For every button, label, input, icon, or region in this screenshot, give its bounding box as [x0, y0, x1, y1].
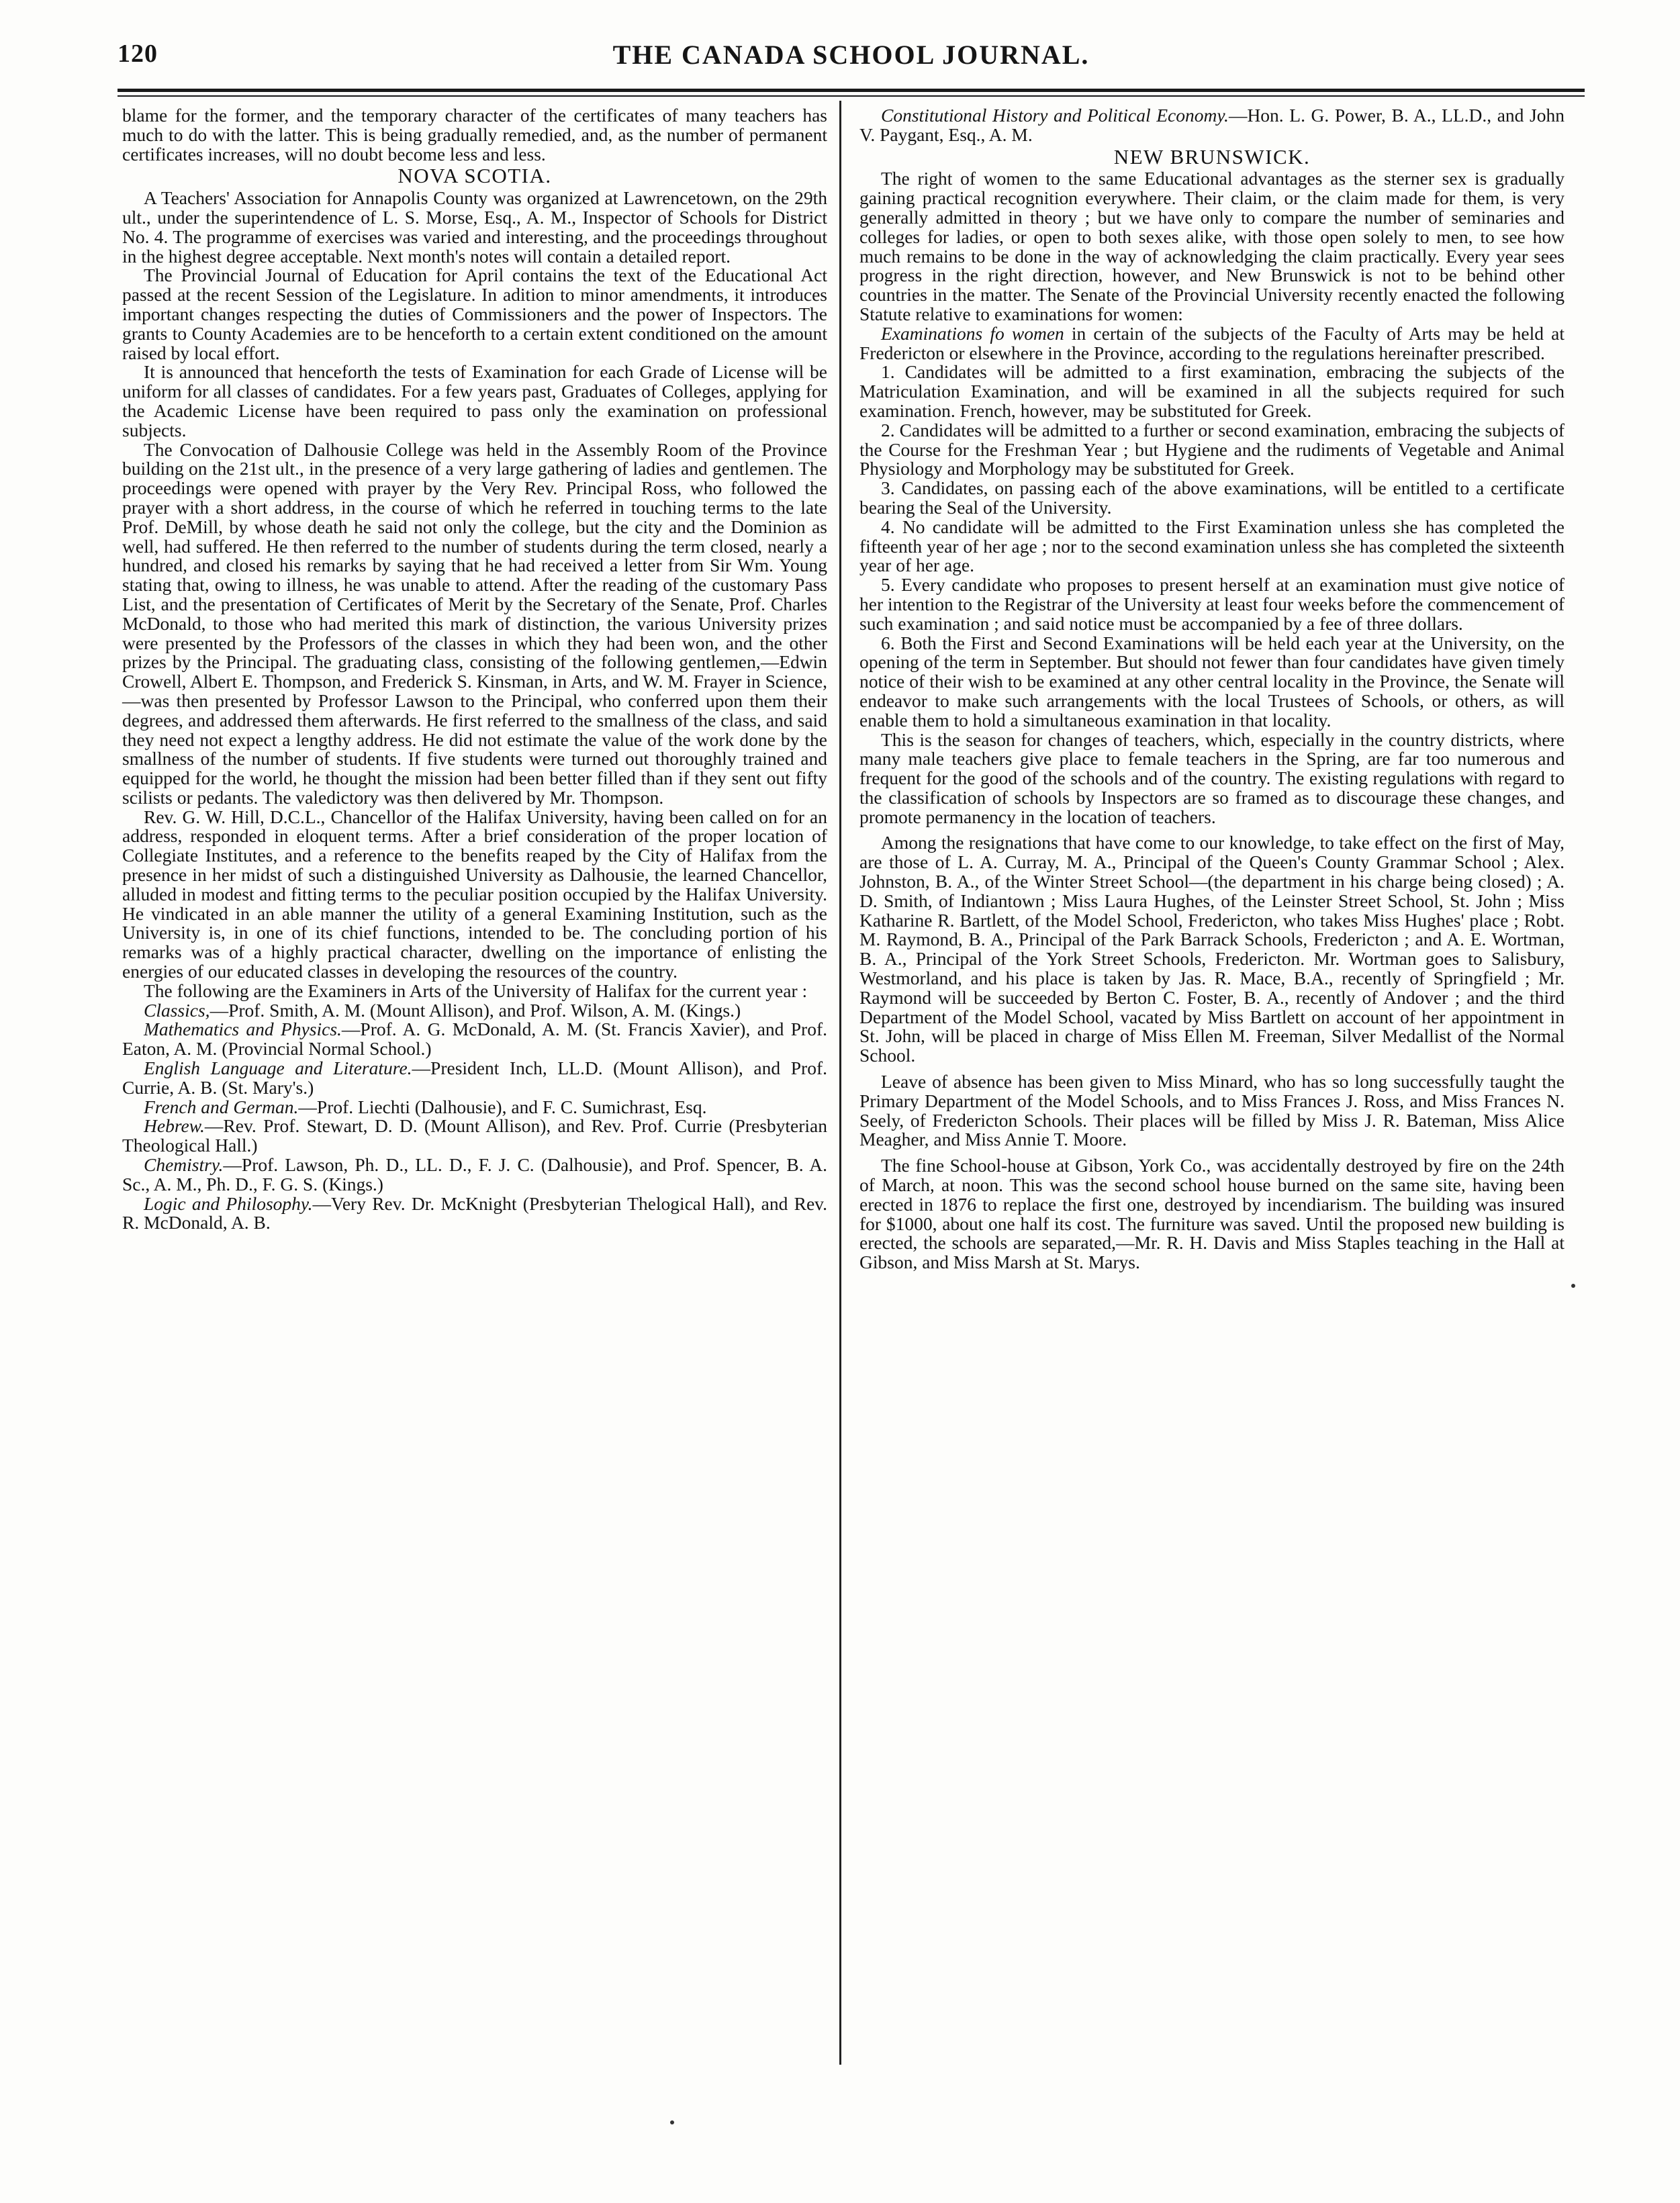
journal-of-education-paragraph: The Provincial Journal of Education for April contains the text of the Educational Act passed at the recent Session of the Legislature. In adition to minor amendments, it introduces important changes respecting the duties of Commissioners and the power of Inspectors. The grants to County Academies are to be henceforth to a certain extent conditioned on the amount raised by local effort.	[122, 265, 827, 363]
examiner-entry	[122, 1194, 827, 1233]
print-speck	[670, 2120, 674, 2124]
right-column	[859, 106, 1565, 1272]
license-examination-paragraph: It is announced that henceforth the tests of Examination for each Grade of License will be uniform for all classes of candidates. For a few years past, Graduates of Colleges, applying for the Academic License have been required to pass only the examination on professional subjects.	[122, 361, 827, 440]
new-brunswick-heading: NEW BRUNSWICK.	[1113, 144, 1311, 169]
statute-rule: 6. Both the First and Second Examinations will be held each year at the University, on the opening of the term in September. But should not fewer than four candidates have given timely notice of their wish to be examined at any other central locality in the Province, the Senate will endeavor to make such arrangements with the local Trustees of Schools, or others, as will enable them to hold a simultaneous examination in that locality.	[859, 632, 1565, 731]
examiner-names: —Rev. Prof. Stewart, D. D. (Mount Allison), and Rev. Prof. Currie (Presbyterian Theological Hall.)	[122, 1115, 827, 1156]
examiner-entry	[122, 1020, 827, 1059]
examiner-subject: English Language and Literature.	[144, 1058, 412, 1079]
left-column	[122, 106, 827, 1233]
statute-rule: 4. No candidate will be admitted to the First Examination unless she has completed the fifteenth year of her age ; nor to the second examination unless she has completed the sixteenth year of her age.	[859, 516, 1565, 576]
journal-title: THE CANADA SCHOOL JOURNAL.	[612, 40, 1090, 70]
resignations-paragraph: Among the resignations that have come to our knowledge, to take effect on the first of May, are those of L. A. Curray, M. A., Principal of the Queen's County Grammar School ; Alex. Johnston, B. A., of the Winter Street School—(the department in his charge being closed) ; A. D. Smith, of Indiantown ; Miss Laura Hughes, of the Leinster Street School, St. John ; Miss Katharine R. Bartlett, of the Model School, Fredericton, who takes Miss Hughes' place ; Robt. M. Raymond, B. A., Principal of the Park Barrack Schools, Fredericton ; and A. E. Wortman, B. A., Principal of the York Street Schools, Fredericton. Mr. Wortman goes to Salisbury, Westmorland, and his place is taken by Jas. R. Mace, B.A., recently of Springfield ; Mr. Raymond will be succeeded by Berton C. Foster, B. A., recently of Andover ; and the third Department of the Model School, vacated by Miss Bartlett on account of her appointment in St. John, will be placed in charge of Miss Ellen M. Freeman, Silver Medallist of the Normal School.	[859, 832, 1565, 1066]
examiners-intro-paragraph: The following are the Examiners in Arts of the University of Halifax for the current year :	[144, 980, 808, 1001]
examiner-entry	[122, 1098, 827, 1117]
examiner-names: —Prof. Smith, A. M. (Mount Allison), and Prof. Wilson, A. M. (Kings.)	[209, 999, 741, 1021]
statute-text: in certain of the subjects of the Faculty of Arts may be held at Fredericton or elsewhere in the Province, according to the regulations hereinafter prescribed.	[859, 322, 1565, 363]
examiner-names: —Prof. Lawson, Ph. D., LL. D., F. J. C. (Dalhousie), and Prof. Spencer, B. A. Sc., A. M., Ph. D., F. G. S. (Kings.)	[122, 1154, 827, 1194]
statute-label: Examinations fo women	[881, 322, 1064, 344]
page-number: 120	[118, 40, 158, 68]
examiner-subject: Mathematics and Physics.	[144, 1019, 342, 1040]
statute-paragraph	[859, 324, 1565, 363]
examiner-subject: Chemistry.	[144, 1154, 224, 1176]
examiner-names: —President Inch, LL.D. (Mount Allison), and Prof. Currie, A. B. (St. Mary's.)	[122, 1058, 827, 1098]
header-rule-thin	[118, 95, 1585, 97]
chancellor-address-paragraph: Rev. G. W. Hill, D.C.L., Chancellor of the Halifax University, having been called on for an address, responded in eloquent terms. After a brief consideration of the proper location of Collegiate Institutes, and a reference to the benefits reaped by the City of Halifax from the presence in her midst of such a distinguished University as Dalhousie, the learned Chancellor, alluded in modest and fitting terms to the peculiar position occupied by the Halifax University. He vindicated in an able manner the utility of a general Examining Institution, such as the University is, in one of its chief functions, intended to be. The concluding portion of his remarks was of a highly practical character, dwelling on the importance of enlisting the energies of our educated classes in developing the resources of the country.	[122, 806, 827, 982]
statute-rule: 1. Candidates will be admitted to a first examination, embracing the subjects of the Matriculation Examination, and will be examined in all the subjects required for such examination. French, however, may be substituted for Greek.	[859, 361, 1565, 421]
examiner-entry	[122, 1156, 827, 1194]
leave-of-absence-paragraph: Leave of absence has been given to Miss Minard, who has so long successfully taught the Primary Department of the Model Schools, and to Miss Frances J. Ross, and Miss Frances N. Seely, of Fredericton Schools. Their places will be filled by Miss J. R. Bateman, Miss Alice Meagher, and Miss Annie T. Moore.	[859, 1071, 1565, 1150]
page-header	[118, 39, 1585, 75]
examiner-subject: Constitutional History and Political Economy.	[881, 105, 1229, 126]
print-speck	[1571, 1284, 1575, 1288]
examiner-entry	[122, 1001, 827, 1021]
statute-rule: 5. Every candidate who proposes to present herself at an examination must give notice of her intention to the Registrar of the University at least four weeks before the commencement of such examination ; and said notice must be accompanied by a fee of three dollars.	[859, 574, 1565, 634]
examiner-names: —Prof. A. G. McDonald, A. M. (St. Francis Xavier), and Prof. Eaton, A. M. (Provincial Normal School.)	[122, 1019, 828, 1060]
examiner-subject: Logic and Philosophy.	[144, 1192, 313, 1214]
school-fire-paragraph: The fine School-house at Gibson, York Co., was accidentally destroyed by fire on the 24th of March, at noon. This was the second school house burned on the same site, having been erected in 1876 to replace the first one, destroyed by incendiarism. The building was insured for $1000, about one half its cost. The furniture was saved. Until the proposed new building is erected, the schools are separated,—Mr. R. H. Davis and Miss Staples teaching in the Hall at Gibson, and Miss Marsh at St. Marys.	[859, 1155, 1565, 1273]
teachers-association-paragraph: A Teachers' Association for Annapolis County was organized at Lawrencetown, on the 29th ult., under the superintendence of L. S. Morse, Esq., A. M., Inspector of Schools for District No. 4. The programme of exercises was varied and interesting, and the proceedings throughout in the highest degree acceptable. Next month's notes will contain a detailed report.	[122, 187, 827, 267]
examiner-entry	[859, 106, 1565, 145]
examiner-subject: Hebrew.	[144, 1115, 205, 1137]
examiner-names: —Prof. Liechti (Dalhousie), and F. C. Sumichrast, Esq.	[298, 1096, 707, 1117]
examiner-entry	[122, 1117, 827, 1156]
nova-scotia-heading: NOVA SCOTIA.	[398, 164, 552, 188]
header-rule-thick	[118, 89, 1585, 92]
dalhousie-convocation-paragraph: The Convocation of Dalhousie College was held in the Assembly Room of the Province building on the 21st ult., in the presence of a very large gathering of ladies and gentlemen. The proceedings were opened with prayer by the Very Rev. Principal Ross, who followed the prayer with a short address, in the course of which he referred in touching terms to the late Prof. DeMill, by whose death he said not only the college, but the city and the Dominion as well, had suffered. He then referred to the number of students during the term closed, nearly a hundred, and closed his remarks by saying that he had received a letter from Sir Wm. Young stating that, owing to illness, he was unable to attend. After the reading of the customary Pass List, and the presentation of Certificates of Merit by the Secretary of the Senate, Prof. Charles McDonald, to those who had merited this mark of distinction, the various University prizes were presented by the Professors of the classes in which they had been won, and the other prizes by the Principal. The graduating class, consisting of the following gentlemen,—Edwin Crowell, Albert E. Thompson, and Frederick S. Kinsman, in Arts, and W. M. Frayer in Science,—was then presented by Professor Lawson to the Principal, who conferred upon them their degrees, and addressed them afterwards. He first referred to the smallness of the class, and said they need not expect a lengthy address. He did not estimate the value of the work done by the smallness of the number of students. If five students were turned out thoroughly trained and equipped for the world, he thought the mission had been better filled than if they sent out fifty scilists or pedants. The valedictory was then delivered by Mr. Thompson.	[122, 438, 827, 808]
examiner-names: —Hon. L. G. Power, B. A., LL.D., and John V. Paygant, Esq., A. M.	[859, 105, 1565, 145]
womens-education-paragraph: The right of women to the same Educational advantages as the sterner sex is gradually gaining practical recognition everywhere. Their claim, or the claim made for them, is very generally admitted in theory ; but we have only to compare the number of seminaries and colleges for ladies, or open to both sexes alike, with those open solely to men, to see how much remains to be done in the way of acknowledging the claim practically. Every year sees progress in the right direction, however, and New Brunswick is not to be behind other countries in the matter. The Senate of the Provincial University recently enacted the following Statute relative to examinations for women:	[859, 168, 1565, 324]
examiner-names: —Very Rev. Dr. McKnight (Presbyterian Thelogical Hall), and Rev. R. McDonald, A. B.	[122, 1192, 827, 1233]
statute-rule: 3. Candidates, on passing each of the above examinations, will be entitled to a certificate bearing the Seal of the University.	[859, 477, 1565, 518]
column-divider	[839, 101, 841, 2065]
teacher-changes-paragraph: This is the season for changes of teachers, which, especially in the country districts, where many male teachers give place to female teachers in the Spring, are far too numerous and frequent for the good of the schools and of the country. The existing regulations with regard to the classification of schools by Inspectors are so framed as to discourage these changes, and promote permanency in the location of teachers.	[859, 729, 1565, 827]
examiner-subject: French and German.	[144, 1096, 299, 1117]
statute-rule: 2. Candidates will be admitted to a further or second examination, embracing the subjects of the Course for the Freshman Year ; but Hygiene and the rudiments of Vegetable and Animal Physiology and Morphology may be substituted for Greek.	[859, 419, 1565, 479]
intro-paragraph: blame for the former, and the temporary character of the certificates of many teachers has much to do with the latter. This is being gradually remedied, and, as the number of permanent certificates increases, will no doubt become less and less.	[122, 105, 827, 165]
examiner-subject: Classics,	[144, 999, 210, 1021]
examiner-entry	[122, 1059, 827, 1098]
